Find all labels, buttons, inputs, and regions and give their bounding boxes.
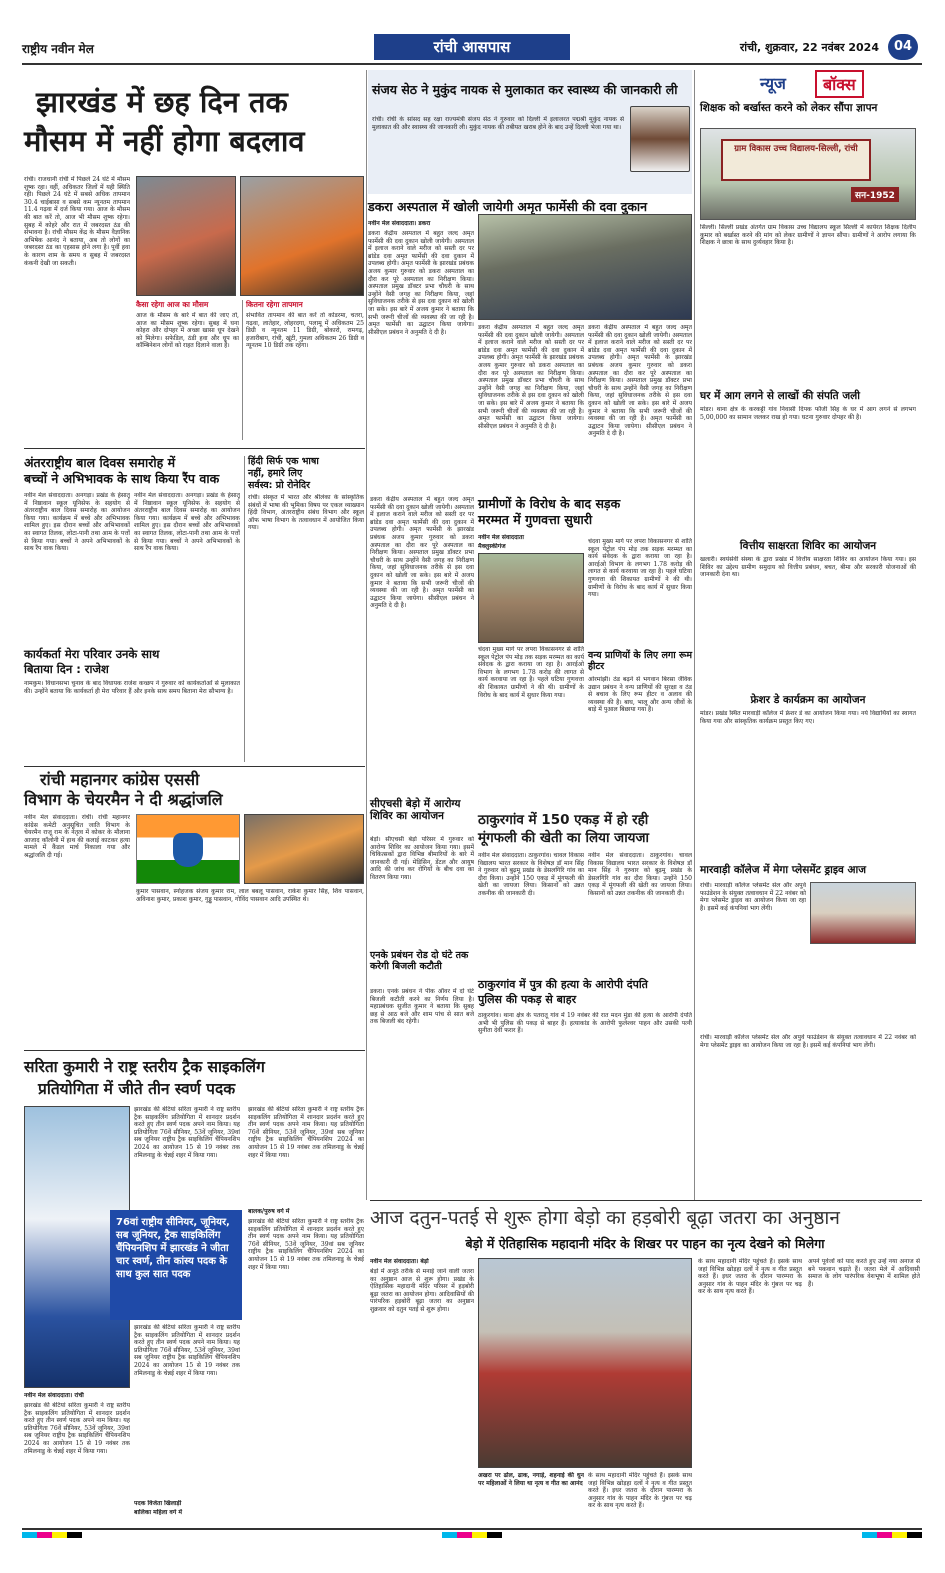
groundnut-headline-1: ठाकुरगांव में 150 एकड़ में हो रही — [478, 812, 649, 828]
newsbox-item3-head: वित्तीय साक्षरता शिविर का आयोजन — [739, 540, 877, 552]
roads-place: मैक्लुस्कीगंज — [478, 543, 506, 550]
dakra-body-3: डकरा केंद्रीय अस्पताल में बहुत जल्द अमृत फार्मेसी की दवा दुकान खोली जायेगी। अस्पताल में इलाज कराने वाले मरीज को सस्ती दर पर ब्रांडेड दवा अमृत फार्मेसी की दवा दुकान में उपलब्ध होगी। अमृत फार्मेसी के झारखंड प्रबंधक अजय कुमार गुरुवार को डकरा अस्पताल का दौरा कर पूरे अस्पताल का निरीक्षण किया। अस्पताल प्रमुख डॉक्टर प्रभा चौधरी के साथ उन्होंने वैसी जगह का निरीक्षण किया, जहां सुविधाजनक तरीके से इस दवा दुकान को खोली जा सके। इस बारे में अजय कुमार ने बताया कि सभी जरूरी चीजों की व्यवस्था की जा रही है। अमृत फार्मेसी का उद्घाटन किया जायेगा। सीसीएल प्रबंधन ने अनुमति दे दी है। — [588, 324, 692, 438]
sarita-sub-c: बालिका महिला वर्ग में — [134, 1509, 183, 1516]
sarita-photo-caption: नवीन मेल संवाददाता। रांची — [24, 1392, 84, 1399]
karyakarta-headline-1: कार्यकर्ता मेरा परिवार उनके साथ — [24, 647, 160, 661]
dakra-photo — [478, 214, 692, 320]
school-sign-text: ग्राम विकास उच्च विद्यालय-सिल्ली, रांची — [734, 144, 858, 154]
section-rule — [24, 448, 365, 449]
weather-box2-title: कितना रहेगा तापमान — [246, 300, 303, 309]
newsbox-label-1: न्यूज — [760, 74, 786, 93]
groundnut-body-2: नवीन मेल संवाददाता। ठाकुरगांव। चावल विकास विद्यालय भारत सरकार के विशेषज्ञ डॉ मान सिंह ने गुरुवार को बुढ़मू प्रखंड के डेसलगिरि गांव का दौरा किया। उन्होंने 150 एकड़ में मूंगफली की खेती का जायजा लिया। किसानों को उन्नत तकनीक की जानकारी दी। — [588, 852, 692, 897]
lead-body: रांची। राजधानी रांची में पिछले 24 घंटे में मौसम शुष्क रहा। वहीं, अधिकतर जिलों में यही स्थिति रही। पिछले 24 घंटे में सबसे अधिक तापमान 30.4 चाईबासा व सबसे कम न्यूनतम तापमान 11.4 गढ़वा में दर्ज किया गया। आज के मौसम की बात करें तो, आज भी मौसम शुष्क रहेगा। सुबह में कोहरे और रात में जबरदस्त ठंड की संभावना है। रांची मौसम केंद्र के मौसम वैज्ञानिक अभिषेक आनंद ने बताया, अब तो लोगों का जबरदस्त ठंड का एहसास होने लगा है। पूर्वी हवा के कारण शाम के समय व सुबह में जबरदस्त कंकनी देखी जा सकती। — [24, 176, 130, 267]
newsbox-label — [700, 70, 916, 98]
newsbox-label-2: बॉक्स — [815, 70, 864, 98]
newsbox-item5-body-2: रांची। मारवाड़ी कॉलेज प्लेसमेंट सेल और अपुर्व फाउंडेशन के संयुक्त तत्वावधान में 22 नवंबर को मेगा प्लेसमेंट ड्राइव का आयोजन किया जा रहा है। इसमें कई कंपनियां भाग लेंगी। — [700, 1034, 916, 1049]
dakra-body: डकरा केंद्रीय अस्पताल में बहुत जल्द अमृत फार्मेसी की दवा दुकान खोली जायेगी। अस्पताल में इलाज कराने वाले मरीज को सस्ती दर पर ब्रांडेड दवा अमृत फार्मेसी की दवा दुकान में उपलब्ध होगी। अमृत फार्मेसी के झारखंड प्रबंधक अजय कुमार गुरुवार को डकरा अस्पताल का दौरा कर पूरे अस्पताल का निरीक्षण किया। अस्पताल प्रमुख डॉक्टर प्रभा चौधरी के साथ उन्होंने वैसी जगह का निरीक्षण किया, जहां सुविधाजनक तरीके से इस दवा दुकान को खोली जा सके। इस बारे में अजय कुमार ने बताया कि सभी जरूरी चीजों की व्यवस्था की जा रही है। अमृत फार्मेसी का उद्घाटन किया जायेगा। सीसीएल प्रबंधन ने अनुमति दे दी है। — [368, 230, 474, 336]
school-photo — [700, 128, 916, 220]
power-body: डकरा। एनके प्रबंधन ने पीक ऑवर में दो घंटे बिजली कटौती करने का निर्णय लिया है। महाप्रबंधक सुजीत कुमार ने बताया कि सुबह छह से आठ बजे और शाम पांच से सात बजे तक बिजली बंद रहेगी। — [370, 988, 474, 1026]
hindi-headline-3: सर्वस्व: प्रो रोनेदिर — [248, 480, 310, 491]
murder-body: ठाकुरगांव। थाना क्षेत्र के पतरातू गांव में 19 नवंबर की रात मदन मुंडा की हत्या के आरोपी दंपति अभी भी पुलिस की पकड़ से बाहर हैं। हत्याकांड के आरोपी फुलेश्वर पाहन और उसकी पत्नी सुनीता देवी फरार हैं। — [478, 1012, 692, 1035]
section-banner — [374, 34, 570, 60]
lead-headline-2: मौसम में नहीं होगा बदलाव — [24, 124, 305, 158]
hand-icon — [173, 833, 203, 867]
jatra-subhead: बेड़ो में ऐतिहासिक महादानी मंदिर के शिखर पर पाहन का नृत्य देखने को मिलेगा — [465, 1236, 825, 1251]
sarita-body-5: झारखंड की बेटियां सरिता कुमारी ने राष्ट्र स्तरीय ट्रैक साइकलिंग प्रतियोगिता में शानदार प्रदर्शन करते हुए तीन स्वर्ण पदक अपने नाम किया। यह प्रतियोगिता 76वें सीनियर, 53वें जूनियर, 39वां सब जूनियर राष्ट्रीय ट्रैक साइकिलिंग चैंपियनशिप 2024 का आयोजन 15 से 19 नवंबर तक तमिलनाडु के चेन्नई शहर में किया गया। — [248, 1218, 364, 1271]
jatra-photo-caption: अखरा पर ढोल, ढाक, नगाड़े, शहनाई की धुन पर महिलाओं ने लिया था नृत्य व गीत का आनंद — [478, 1472, 584, 1487]
jatra-photo — [478, 1258, 692, 1468]
karyakarta-body: नामकुम। विधानसभा चुनाव के बाद विधायक राजेश कच्छप ने गुरुवार को कार्यकर्ताओं से मुलाकात की। उन्होंने बताया कि कार्यकर्ता ही मेरा परिवार हैं और इनके साथ समय बिताना मेरा सौभाग्य है। — [24, 680, 240, 695]
dakra-body-4: डकरा केंद्रीय अस्पताल में बहुत जल्द अमृत फार्मेसी की दवा दुकान खोली जायेगी। अस्पताल में इलाज कराने वाले मरीज को सस्ती दर पर ब्रांडेड दवा अमृत फार्मेसी की दवा दुकान में उपलब्ध होगी। अमृत फार्मेसी के झारखंड प्रबंधक अजय कुमार गुरुवार को डकरा अस्पताल का दौरा कर पूरे अस्पताल का निरीक्षण किया। अस्पताल प्रमुख डॉक्टर प्रभा चौधरी के साथ उन्होंने वैसी जगह का निरीक्षण किया, जहां सुविधाजनक तरीके से इस दवा दुकान को खोली जा सके। इस बारे में अजय कुमार ने बताया कि सभी जरूरी चीजों की व्यवस्था की जा रही है। अमृत फार्मेसी का उद्घाटन किया जायेगा। सीसीएल प्रबंधन ने अनुमति दे दी है। — [370, 496, 474, 610]
sanjay-body: रांची। रांची के सांसद सह रक्षा राज्यमंत्री संजय सेठ ने गुरुवार को दिल्ली में इलाजरत पद्मश्री मुकुंद नायक से मुलाकात की और स्वास्थ्य की जानकारी ली। मुकुंद नायक की तबीयत खराब होने के बाद उन्हें दिल्ली भेजा गया था। — [372, 116, 624, 131]
divider — [244, 456, 245, 762]
college-photo — [810, 882, 916, 944]
congress-photo — [244, 814, 364, 884]
hindi-headline-1: हिंदी सिर्फ एक भाषा — [248, 456, 319, 467]
newsbox-item3-body: खलारी। स्वयंसेवी संस्था के द्वारा प्रखंड में वित्तीय साक्षरता शिविर का आयोजन किया गया। इस शिविर का उद्देश्य ग्रामीण समुदाय को वित्तीय प्रबंधन, बचत, बीमा और सरकारी योजनाओं की जानकारी देना था। — [700, 556, 916, 579]
murder-headline-2: पुलिस की पकड़ से बाहर — [478, 993, 577, 1006]
page-number: 04 — [888, 34, 918, 60]
bonfire-photo — [240, 176, 364, 296]
groundnut-headline-2: मूंगफली की खेती का लिया जायजा — [478, 830, 650, 846]
sanjay-headline: संजय सेठ ने मुकुंद नायक से मुलाकात कर स्वास्थ्य की जानकारी ली — [372, 82, 678, 97]
sarita-banner — [110, 1210, 242, 1320]
jatra-body: बेड़ो में अनूठे तरीके से मनाई जाने वाली जतरा का अनुष्ठान आज से शुरू होगा। प्रखंड के ऐतिहासिक महादानी मंदिर परिसर में हड़बोरी बूढ़ा जतरा का आयोजन होगा। आदिवासियों की पारंपरिक हड़बोरी बूढ़ा जतरा का अनुष्ठान शुक्रवार को दतुन पतई से शुरू होगा। — [370, 1268, 474, 1313]
jatra-body-2: के साथ महादानी मंदिर पहुंचते हैं। इसके साथ जहां विभिन्न खोड़हा दलों ने नृत्य व गीत प्रस्तुत करते हैं। इधर जतरा के दौरान पारम्परा के अनुसार गांव के पाहन मंदिर के गुंबज पर चढ़ कर के साथ नृत्य करते हैं। — [588, 1472, 692, 1510]
roads-body-2: चंदवा मुख्य मार्ग पर लपरा विकासनगर से शांति स्कूल पेट्रोल पंप मोड़ तक सड़क मरम्मत का कार्य संवेदक के द्वारा कराया जा रहा है। आरईओ विभाग के लगभग 1.78 करोड़ की लागत से कार्य करवाया जा रहा है। पहले घटिया गुणवत्ता की शिकायत ग्रामीणों ने की थी। ग्रामीणों के विरोध के बाद कार्य में सुधार किया गया। — [588, 538, 692, 599]
newsbox-item4-body: मांडर। प्रखंड स्थित मारवाड़ी कॉलेज में फ्रेशर डे का आयोजन किया गया। नये विद्यार्थियों का स्वागत किया गया और सांस्कृतिक कार्यक्रम प्रस्तुत किए गए। — [700, 710, 916, 725]
weather-box2-body: संभावित तापमान की बात करें तो कोडरमा, चतरा, गढ़वा, लातेहार, लोहरदगा, पलामू में अधिकतम 25 डिग्री व न्यूनतम 11 डिग्री, बोकारो, रामगढ़, हजारीबाग, रांची, खूंटी, गुमला अधिकतम 26 डिग्री व न्यूनतम 10 डिग्री तक रहेगा। — [246, 312, 364, 350]
childday-headline-2: बच्चों ने अभिभावक के साथ किया रैंप वाक — [24, 471, 220, 486]
sarita-body-4: झारखंड की बेटियां सरिता कुमारी ने राष्ट्र स्तरीय ट्रैक साइकलिंग प्रतियोगिता में शानदार प्रदर्शन करते हुए तीन स्वर्ण पदक अपने नाम किया। यह प्रतियोगिता 76वें सीनियर, 53वें जूनियर, 39वां सब जूनियर राष्ट्रीय ट्रैक साइकिलिंग चैंपियनशिप 2024 का आयोजन 15 से 19 नवंबर तक तमिलनाडु के चेन्नई शहर में किया गया। — [248, 1106, 364, 1159]
section-rule — [370, 1200, 922, 1201]
sanjay-photo — [630, 106, 690, 172]
murder-headline-1: ठाकुरगांव में पुत्र की हत्या के आरोपी दंपति — [478, 978, 648, 991]
wildlife-headline-main: वन्य प्राणियों के लिए लगा रूम हीटर — [588, 650, 693, 672]
karyakarta-headline-2: बिताया दिन : राजेश — [24, 662, 109, 676]
lead-headline-1: झारखंड में छह दिन तक — [36, 85, 288, 119]
issue-date: रांची, शुक्रवार, 22 नवंबर 2024 — [739, 41, 879, 54]
newsbox-item1-body: सिल्ली। सिल्ली प्रखंड अंतर्गत ग्राम विकास उच्च विद्यालय स्कूल सिल्ली में कार्यरत शिक्षक दिलीप कुमार को बर्खास्त करने की मांग को लेकर ग्रामीणों ने ज्ञापन सौंपा। ग्रामीणों ने आरोप लगाया कि शिक्षक ने छात्रा के साथ दुर्व्यवहार किया है। — [700, 224, 916, 247]
childday-body: नवीन मेल संवाददाता। अनगड़ा। प्रखंड के हेसातू में निष्ठावान स्कूल यूनिसेफ के सहयोग से अंतरराष्ट्रीय बाल दिवस समारोह का आयोजन किया गया। कार्यक्रम में बच्चे और अभिभावक शामिल हुए। इस दौरान बच्चों और अभिभावकों का स्वागत तिलक, लोटा-पानी तथा आम के पत्तों से किया गया। बच्चों ने अपने अभिभावकों के साथ रैंप वाक किया। — [24, 492, 130, 553]
newsbox-item5-body: रांची। मारवाड़ी कॉलेज प्लेसमेंट सेल और अपुर्व फाउंडेशन के संयुक्त तत्वावधान में 22 नवंबर को मेगा प्लेसमेंट ड्राइव का आयोजन किया जा रहा है। इसमें कई कंपनियां भाग लेंगी। — [700, 882, 806, 912]
childday-body-2: नवीन मेल संवाददाता। अनगड़ा। प्रखंड के हेसातू में निष्ठावान स्कूल यूनिसेफ के सहयोग से अंतरराष्ट्रीय बाल दिवस समारोह का आयोजन किया गया। कार्यक्रम में बच्चे और अभिभावक शामिल हुए। इस दौरान बच्चों और अभिभावकों का स्वागत तिलक, लोटा-पानी तथा आम के पत्तों से किया गया। बच्चों ने अपने अभिभावकों के साथ रैंप वाक किया। — [134, 492, 240, 553]
congress-logo — [136, 814, 240, 884]
weather-box1-body: आज के मौसम के बारे में बात की जाए तो, आज का मौसम शुष्क रहेगा। सुबह में घना कोहरा और दोपहर में अच्छा खासा धूप देखने को मिलेगा। सफेडिल, ठंडी हवा और धूप का कॉम्बिनेशन लोगों को राहत दिलाने वाला है। — [136, 312, 239, 350]
groundnut-body: नवीन मेल संवाददाता। ठाकुरगांव। चावल विकास विद्यालय भारत सरकार के विशेषज्ञ डॉ मान सिंह ने गुरुवार को बुढ़मू प्रखंड के डेसलगिरि गांव का दौरा किया। उन्होंने 150 एकड़ में मूंगफली की खेती का जायजा लिया। किसानों को उन्नत तकनीक की जानकारी दी। — [478, 852, 584, 897]
divider — [242, 300, 243, 440]
sarita-headline-2: प्रतियोगिता में जीते तीन स्वर्ण पदक — [38, 1080, 236, 1098]
congress-headline-1: रांची महानगर कांग्रेस एससी — [40, 770, 200, 789]
wildlife-body: ओरमांझी। ठंड बढ़ने से भगवान बिरसा जैविक उद्यान प्रबंधन ने वन्य प्राणियों की सुरक्षा व ठंड से बचाव के लिए रूम हीटर व अलाव की व्यवस्था की है। बाघ, भालू और अन्य जीवों के बाड़े में पुआल बिछाया गया है। — [588, 676, 692, 714]
congress-headline-2: विभाग के चेयरमैन ने दी श्रद्धांजलि — [24, 790, 223, 809]
registration-marks — [22, 1532, 82, 1538]
newsbox-item4-head: फ्रेशर डे कार्यक्रम का आयोजन — [750, 694, 866, 706]
footer-bar — [22, 1528, 922, 1538]
childday-headline-1: अंतरराष्ट्रीय बाल दिवस समारोह में — [24, 455, 176, 470]
section-title: रांची आसपास — [433, 38, 511, 56]
jatra-body-4: अपने पूर्वजों को याद करते हुए उन्हें नया अनाज से बने पकवान चढ़ाते हैं। जतरा मेले में आदिवासी समाज के लोग पारंपरिक वेशभूषा में शामिल होते हैं। — [808, 1258, 920, 1288]
chc-head: सीएचसी बेड़ो में आरोग्य शिविर का आयोजन — [370, 798, 461, 822]
hindi-headline-2: नहीं, हमारे लिए — [248, 468, 303, 479]
divider — [694, 70, 695, 1200]
school-sign — [721, 139, 871, 181]
roads-body: चंदवा मुख्य मार्ग पर लपरा विकासनगर से शांति स्कूल पेट्रोल पंप मोड़ तक सड़क मरम्मत का कार्य संवेदक के द्वारा कराया जा रहा है। आरईओ विभाग के लगभग 1.78 करोड़ की लागत से कार्य करवाया जा रहा है। पहले घटिया गुणवत्ता की शिकायत ग्रामीणों ने की थी। ग्रामीणों के विरोध के बाद कार्य में सुधार किया गया। — [478, 646, 584, 699]
dakra-headline: डकरा अस्पताल में खोली जायेगी अमृत फार्मेसी की दवा दुकान — [368, 199, 648, 214]
newsbox-item2-body: मांडर। थाना क्षेत्र के करकट्टी गांव निवासी दिपक फौजी सिंह के घर में आग लगने से लगभग 5,00,000 का सामान जलकर राख हो गया। घटना गुरुवार दोपहर की है। — [700, 406, 916, 421]
section-rule — [24, 766, 365, 767]
jatra-byline: नवीन मेल संवाददाता। बेड़ो — [370, 1258, 429, 1265]
jatra-body-3: के साथ महादानी मंदिर पहुंचते हैं। इसके साथ जहां विभिन्न खोड़हा दलों ने नृत्य व गीत प्रस्तुत करते हैं। इधर जतरा के दौरान पारम्परा के अनुसार गांव के पाहन मंदिर के गुंबज पर चढ़ कर के साथ नृत्य करते हैं। — [698, 1258, 802, 1296]
dakra-body-2: डकरा केंद्रीय अस्पताल में बहुत जल्द अमृत फार्मेसी की दवा दुकान खोली जायेगी। अस्पताल में इलाज कराने वाले मरीज को सस्ती दर पर ब्रांडेड दवा अमृत फार्मेसी की दवा दुकान में उपलब्ध होगी। अमृत फार्मेसी के झारखंड प्रबंधक अजय कुमार गुरुवार को डकरा अस्पताल का दौरा कर पूरे अस्पताल का निरीक्षण किया। अस्पताल प्रमुख डॉक्टर प्रभा चौधरी के साथ उन्होंने वैसी जगह का निरीक्षण किया, जहां सुविधाजनक तरीके से इस दवा दुकान को खोली जा सके। इस बारे में अजय कुमार ने बताया कि सभी जरूरी चीजों की व्यवस्था की जा रही है। अमृत फार्मेसी का उद्घाटन किया जायेगा। सीसीएल प्रबंधन ने अनुमति दे दी है। — [478, 324, 584, 430]
sarita-body-2: झारखंड की बेटियां सरिता कुमारी ने राष्ट्र स्तरीय ट्रैक साइकलिंग प्रतियोगिता में शानदार प्रदर्शन करते हुए तीन स्वर्ण पदक अपने नाम किया। यह प्रतियोगिता 76वें सीनियर, 53वें जूनियर, 39वां सब जूनियर राष्ट्रीय ट्रैक साइकिलिंग चैंपियनशिप 2024 का आयोजन 15 से 19 नवंबर तक तमिलनाडु के चेन्नई शहर में किया गया। — [134, 1106, 240, 1159]
sarita-sub-a: बालक/पुरुष वर्ग में — [248, 1208, 290, 1215]
school-year: सन-1952 — [851, 187, 899, 202]
brand-name: राष्ट्रीय नवीन मेल — [22, 42, 94, 56]
dakra-byline: नवीन मेल संवाददाता। डकरा — [368, 220, 431, 227]
chc-body: बेड़ो। सीएचसी बेड़ो परिसर में गुरुवार को आरोग्य शिविर का आयोजन किया गया। इसमें चिकित्सकों द्वारा विभिन्न बीमारियों के बारे में जानकारी दी गई। मेडिसिन, डेंटल और आयुष आदि की जांच कर रोगियों के बीच दवा का वितरण किया गया। — [370, 836, 474, 881]
road-photo — [478, 553, 584, 643]
roads-byline: नवीन मेल संवाददाता — [478, 534, 524, 541]
hindi-body: रांची। संस्कृत में भारत और श्रीलंका के सांस्कृतिक संबंधों में भाषा की भूमिका विषय पर एकल व्याख्यान हिंदी विभाग, अंतरराष्ट्रीय संबंध विभाग और स्कूल ऑफ भाषा विभाग के तत्वावधान में आयोजित किया गया। — [248, 494, 364, 532]
newsbox-item1-head: शिक्षक को बर्खास्त करने को लेकर सौंपा ज्ञापन — [700, 102, 878, 114]
sarita-sub-b: पदक विजेता खिलाड़ी — [134, 1500, 182, 1507]
newsbox-item5-head: मारवाड़ी कॉलेज में मेगा प्लेसमेंट ड्राइव आज — [700, 864, 867, 876]
page-header — [22, 34, 922, 64]
divider — [366, 70, 367, 1200]
power-headline: एनके प्रबंधन रोड दो घंटे तक करेगी बिजली कटौती — [370, 950, 469, 972]
jatra-headline: आज दतुन-पतई से शुरू होगा बेड़ो का हड़बोरी बूढ़ा जतरा का अनुष्ठान — [370, 1207, 840, 1229]
header-rule — [22, 63, 922, 65]
sarita-headline-1: सरिता कुमारी ने राष्ट्र स्तरीय ट्रैक साइकलिंग — [24, 1058, 265, 1076]
sarita-body: झारखंड की बेटियां सरिता कुमारी ने राष्ट्र स्तरीय ट्रैक साइकलिंग प्रतियोगिता में शानदार प्रदर्शन करते हुए तीन स्वर्ण पदक अपने नाम किया। यह प्रतियोगिता 76वें सीनियर, 53वें जूनियर, 39वां सब जूनियर राष्ट्रीय ट्रैक साइकिलिंग चैंपियनशिप 2024 का आयोजन 15 से 19 नवंबर तक तमिलनाडु के चेन्नई शहर में किया गया। — [24, 1402, 130, 1455]
congress-body: नवीन मेल संवाददाता। रांची। रांची महानगर कांग्रेस कमेटी अनुसूचित जाति विभाग के चेयरमैन राजू राम के नेतृत्व में कोकर के मौलाना आजाद कॉलोनी में हाथ की कलाई काटकर हत्या मामले में कैंडल मार्च निकाला गया और श्रद्धांजलि दी गई। — [24, 814, 130, 859]
roads-headline-2: मरम्मत में गुणवत्ता सुधारी — [478, 512, 593, 527]
section-rule — [24, 1050, 365, 1051]
newsbox-item2-head: घर में आग लगने से लाखों की संपति जली — [700, 390, 860, 402]
weather-photo — [136, 176, 236, 296]
sarita-banner-text: 76वां राष्ट्रीय सीनियर, जूनियर, सब जूनियर, ट्रैक साइकिलिंग चैंपियनशिप में झारखंड ने जीता चार स्वर्ण, तीन कांस्य पदक के साथ कुल सात पदक — [116, 1217, 230, 1280]
weather-box1-title: कैसा रहेगा आज का मौसम — [136, 300, 209, 309]
congress-names: कुमार पासवान, स्नोहजक संजय कुमार राम, लाल बबलू पासवान, राकेश कुमार सिंह, शिव पासवान, अविनाश कुमार, प्रकाश कुमार, गुड्डू पासवान, गोविंद पासवान आदि उपस्थित थे। — [136, 888, 364, 903]
sarita-body-3: झारखंड की बेटियां सरिता कुमारी ने राष्ट्र स्तरीय ट्रैक साइकलिंग प्रतियोगिता में शानदार प्रदर्शन करते हुए तीन स्वर्ण पदक अपने नाम किया। यह प्रतियोगिता 76वें सीनियर, 53वें जूनियर, 39वां सब जूनियर राष्ट्रीय ट्रैक साइकिलिंग चैंपियनशिप 2024 का आयोजन 15 से 19 नवंबर तक तमिलनाडु के चेन्नई शहर में किया गया। — [134, 1324, 240, 1377]
roads-headline-1: ग्रामीणों के विरोध के बाद सड़क — [478, 496, 621, 511]
